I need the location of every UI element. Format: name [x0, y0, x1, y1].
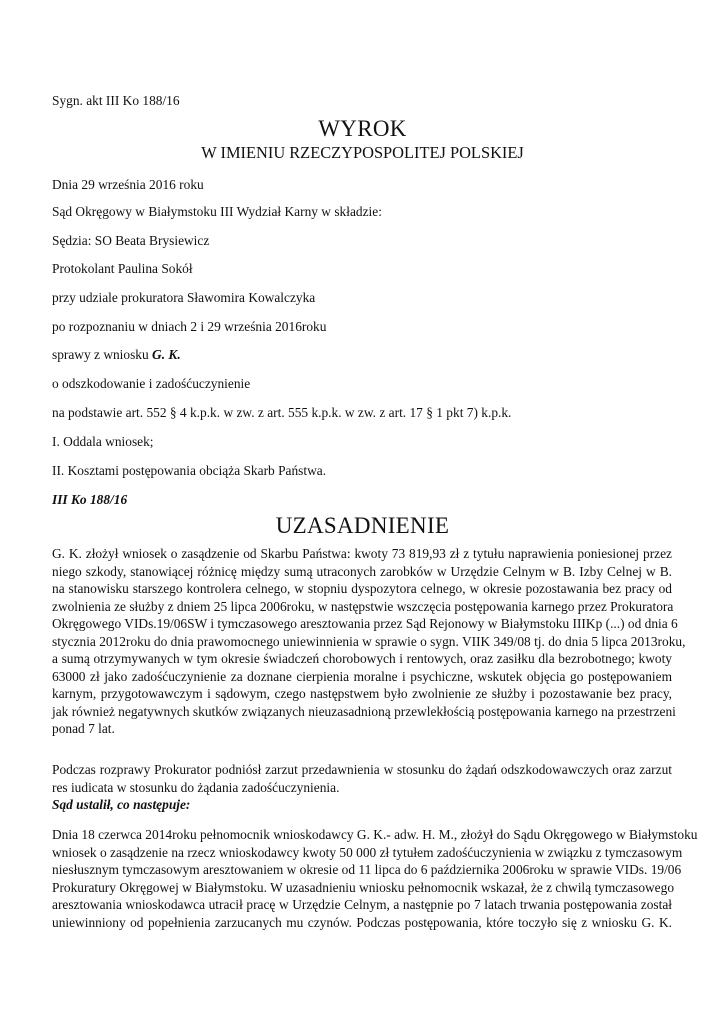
text-line: aresztowania wnioskodawca utracił pracę w Urzędzie Celnym, a następnie po 7 latach trwania postępowania został — [52, 897, 672, 912]
text-line: na stanowisku starszego kontrolera celnego, w stopniu dyspozytora celnego, w okresie pozostawania bez pracy od — [52, 581, 672, 596]
applicant-name: G. K. — [152, 347, 181, 362]
case-line — [52, 346, 181, 363]
text-line: Prokuratury Okręgowej w Białymstoku. W uzasadnieniu wniosku pełnomocnik wskazał, że z chwilą tymczasowego — [52, 879, 675, 895]
section-reference: III Ko 188/16 — [52, 492, 128, 507]
text-line: karnym, przygotowawczym i sądowym, czego następstwem było zwolnienie ze służby i pozostawanie bez pracy, — [52, 686, 672, 701]
case-prefix: sprawy z wniosku — [52, 347, 153, 362]
legal-basis-line: na podstawie art. 552 § 4 k.p.k. w zw. z art. 555 k.p.k. w zw. z art. 17 § 1 pkt 7) k.p.k. — [52, 405, 512, 420]
text-line: uniewinniony od popełnienia zarzucanych mu czynów. Podczas postępowania, które toczyło się z wniosku G. K. — [52, 914, 672, 930]
ruling-item-2: II. Kosztami postępowania obciąża Skarb Państwa. — [52, 463, 327, 478]
clerk-line: Protokolant Paulina Sokół — [52, 261, 193, 276]
prosecutor-line: przy udziale prokuratora Sławomira Kowalczyka — [52, 290, 316, 305]
paragraph-3 — [52, 826, 698, 931]
text-line: niesłusznym tymczasowym aresztowaniem w okresie od 11 lipca do 6 października 2006roku w sprawie VIDs. 19/06 — [52, 862, 682, 877]
judgment-title: WYROK — [318, 116, 407, 141]
text-line: niego szkody, stanowiącej różnicę między sumą utraconych zarobków w Urzędzie Celnym w B. Izby Celnej w B. — [52, 563, 672, 579]
case-reference: Sygn. akt III Ko 188/16 — [52, 93, 180, 108]
ruling-item-1: I. Oddala wniosek; — [52, 434, 154, 449]
judgment-subtitle: W IMIENIU RZECZYPOSPOLITEJ POLSKIEJ — [201, 143, 524, 162]
text-line: 63000 zł jako zadośćuczynienie za doznane cierpienia moralne i psychiczne, wskutek objęcia go postępowaniem — [52, 668, 672, 684]
findings-heading: Sąd ustalił, co następuje: — [52, 797, 191, 812]
subject-line: o odszkodowanie i zadośćuczynienie — [52, 376, 251, 391]
paragraph-2 — [52, 761, 672, 796]
text-line: Podczas rozprawy Prokurator podniósł zarzut przedawnienia w stosunku do żądań odszkodowawczych oraz zarzut — [52, 762, 672, 777]
text-line: jak również negatywnych skutków związanych nieuzasadnioną przewlekłością postępowania karnego na przestrzeni — [52, 703, 676, 719]
date-line: Dnia 29 września 2016 roku — [52, 177, 204, 192]
text-line: wniosek o zasądzenie na rzecz wnioskodawcy kwoty 50 000 zł tytułem zadośćuczynienia w związku z tymczasowym — [52, 844, 683, 860]
text-line: zwolnienia ze służby z dniem 25 lipca 2006roku, w następstwie wszczęcia postępowania karnego przez Prokuratora — [52, 598, 674, 614]
justification-title: UZASADNIENIE — [275, 513, 450, 538]
hearing-line: po rozpoznaniu w dniach 2 i 29 września 2016roku — [52, 319, 327, 334]
text-line: a sumą otrzymywanych w tym okresie świadczeń chorobowych i rentowych, oraz zasiłku dla bezrobotnego; kwoty — [52, 651, 672, 666]
text-line: G. K. złożył wniosek o zasądzenie od Skarbu Państwa: kwoty 73 819,93 zł z tytułu naprawienia poniesionej przez — [52, 546, 672, 561]
paragraph-1 — [52, 545, 686, 738]
text-line: Okręgowego VIDs.19/06SW i tymczasowego aresztowania przez Sąd Rejonowy w Białymstoku IIIKp (...) od dnia 6 — [52, 616, 678, 631]
text-line: res iudicata w stosunku do żądania zadośćuczynienia. — [52, 779, 340, 795]
text-line: stycznia 2012roku do dnia prawomocnego uniewinnienia w sprawie o sygn. VIIK 349/08 tj. do dnia 5 lipca 2013roku, — [52, 633, 686, 649]
text-line: ponad 7 lat. — [52, 721, 115, 736]
judge-line: Sędzia: SO Beata Brysiewicz — [52, 233, 210, 248]
text-line: Dnia 18 czerwca 2014roku pełnomocnik wnioskodawcy G. K.- adw. H. M., złożył do Sądu Okręgowego w Białymstoku — [52, 827, 698, 842]
court-line: Sąd Okręgowy w Białymstoku III Wydział Karny w składzie: — [52, 204, 382, 219]
